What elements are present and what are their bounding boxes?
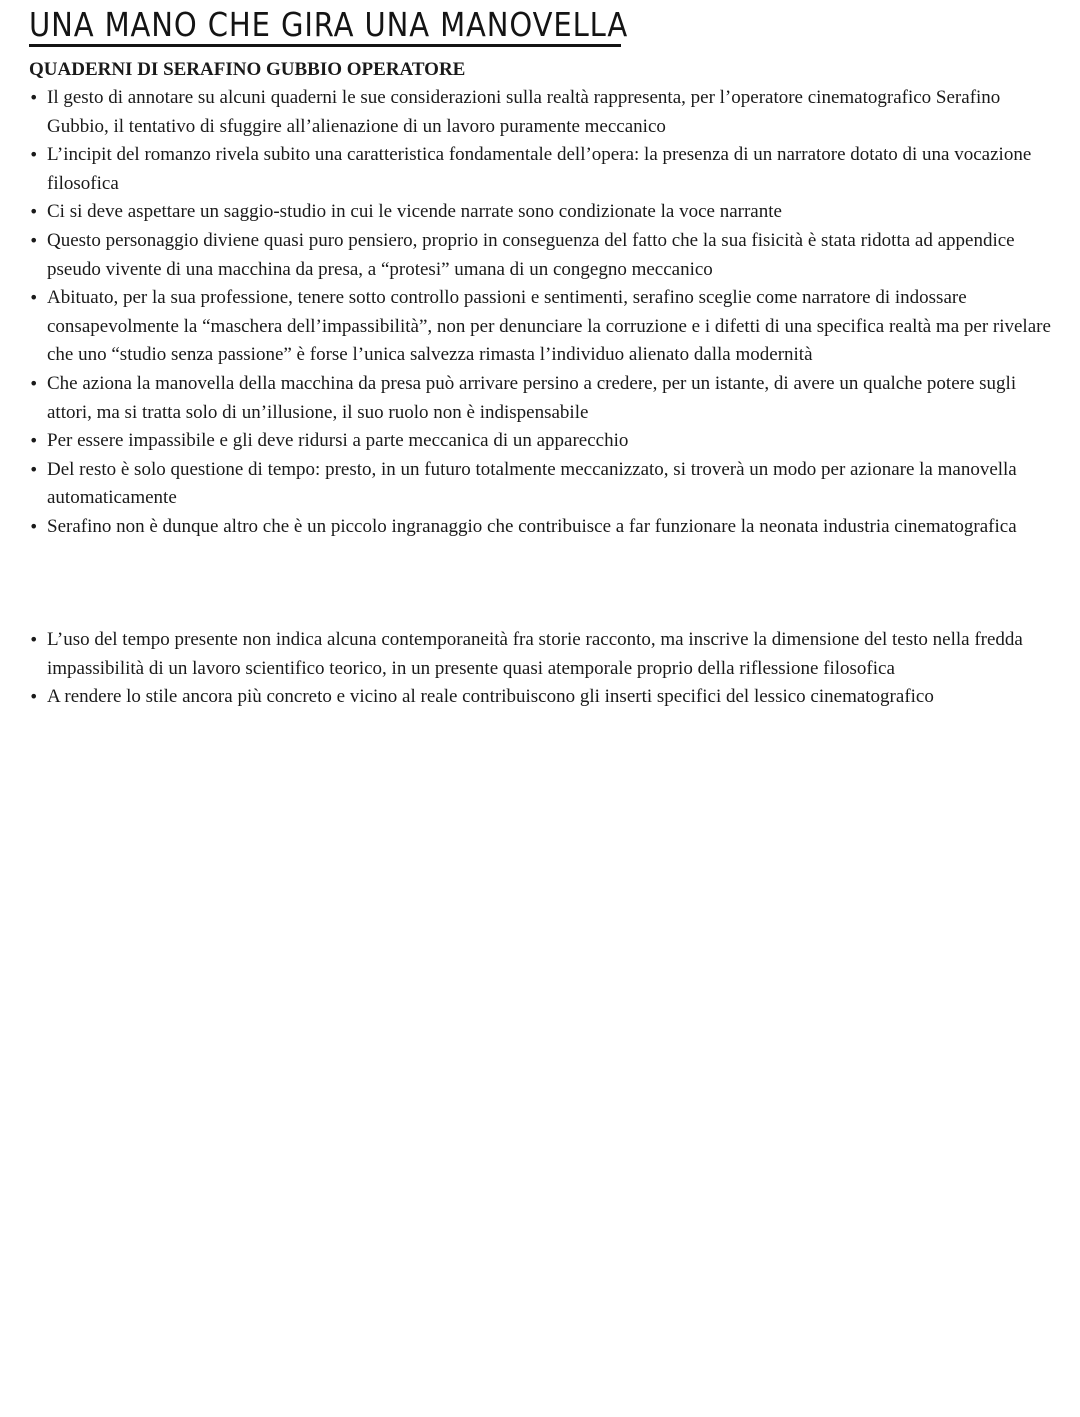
list-item-text: L’uso del tempo presente non indica alcuna contemporaneità fra storie racconto, ma inscrive la dimensione del testo nella fredda impassibilità di un lavoro scientifico teorico, in un presente quasi atemporale proprio della riflessione filosofica [47, 629, 1023, 679]
bullet-icon: • [29, 88, 39, 107]
list-item-text: Questo personaggio diviene quasi puro pensiero, proprio in conseguenza del fatto che la sua fisicità è stata ridotta ad appendice pseudo vivente di una macchina da presa, a “protesi” umana di un congegno meccanico [47, 229, 1015, 280]
bullet-icon: • [29, 431, 39, 451]
list-item [29, 513, 1059, 542]
list-item-text: Serafino non è dunque altro che è un piccolo ingranaggio che contribuisce a far funzionare la neonata industria cinematografica [47, 515, 1017, 537]
bullet-icon: • [29, 687, 39, 707]
list-item-text: Per essere impassibile e gli deve ridursi a parte meccanica di un apparecchio [47, 430, 629, 452]
list-item-text: Ci si deve aspettare un saggio-studio in cui le vicende narrate sono condizionate la voce narrante [47, 201, 782, 223]
bullet-icon: • [29, 230, 39, 250]
list-item-text: Abituato, per la sua professione, tenere sotto controllo passioni e sentimenti, serafino sceglie come narratore di indossare consapevolmente la “maschera dell’impassibilità”, non per denunciare la corruzione e i difetti di una specifica realtà ma per rivelare che uno “studio senza passione” è forse l’unica salvezza rimasta l’individuo alienato dalla modernità [47, 287, 1051, 366]
list-item [29, 84, 1059, 141]
list-item [29, 141, 1059, 198]
bullet-list-main [29, 84, 1059, 542]
list-item [29, 626, 1059, 683]
list-item-text: Del resto è solo questione di tempo: presto, in un futuro totalmente meccanizzato, si troverà un modo per azionare la manovella automaticamente [47, 458, 1017, 509]
bullet-icon: • [29, 516, 39, 536]
page-title: UNA MANO CHE GIRA UNA MANOVELLA [29, 5, 629, 44]
list-item [29, 683, 1059, 712]
list-item [29, 227, 1059, 284]
bullet-icon: • [29, 145, 39, 165]
bullet-list-secondary [29, 626, 1059, 712]
bullet-icon: • [29, 288, 39, 308]
list-item-text: L’incipit del romanzo rivela subito una caratteristica fondamentale dell’opera: la presenza di un narratore dotato di una vocazione filosofica [47, 144, 1032, 194]
bullet-icon: • [29, 630, 39, 649]
bullet-icon: • [29, 459, 39, 479]
list-item [29, 284, 1059, 370]
list-item-text: Che aziona la manovella della macchina da presa può arrivare persino a credere, per un istante, di avere un qualche potere sugli attori, ma si tratta solo di un’illusione, il suo ruolo non è indispensabile [47, 372, 1017, 423]
bullet-icon: • [29, 202, 39, 222]
list-item-text: Il gesto di annotare su alcuni quaderni le sue considerazioni sulla realtà rappresenta, per l’operatore cinematografico Serafino Gubbio, il tentativo di sfuggire all’alienazione di un lavoro puramente meccanico [47, 87, 1001, 137]
list-item [29, 370, 1059, 427]
list-item [29, 427, 1059, 456]
bullet-icon: • [29, 373, 39, 393]
title-underline [29, 44, 621, 47]
list-item-text: A rendere lo stile ancora più concreto e vicino al reale contribuiscono gli inserti specifici del lessico cinematografico [47, 686, 934, 708]
list-item [29, 198, 1059, 227]
section-subtitle: QUADERNI DI SERAFINO GUBBIO OPERATORE [29, 59, 466, 80]
list-item [29, 456, 1059, 513]
